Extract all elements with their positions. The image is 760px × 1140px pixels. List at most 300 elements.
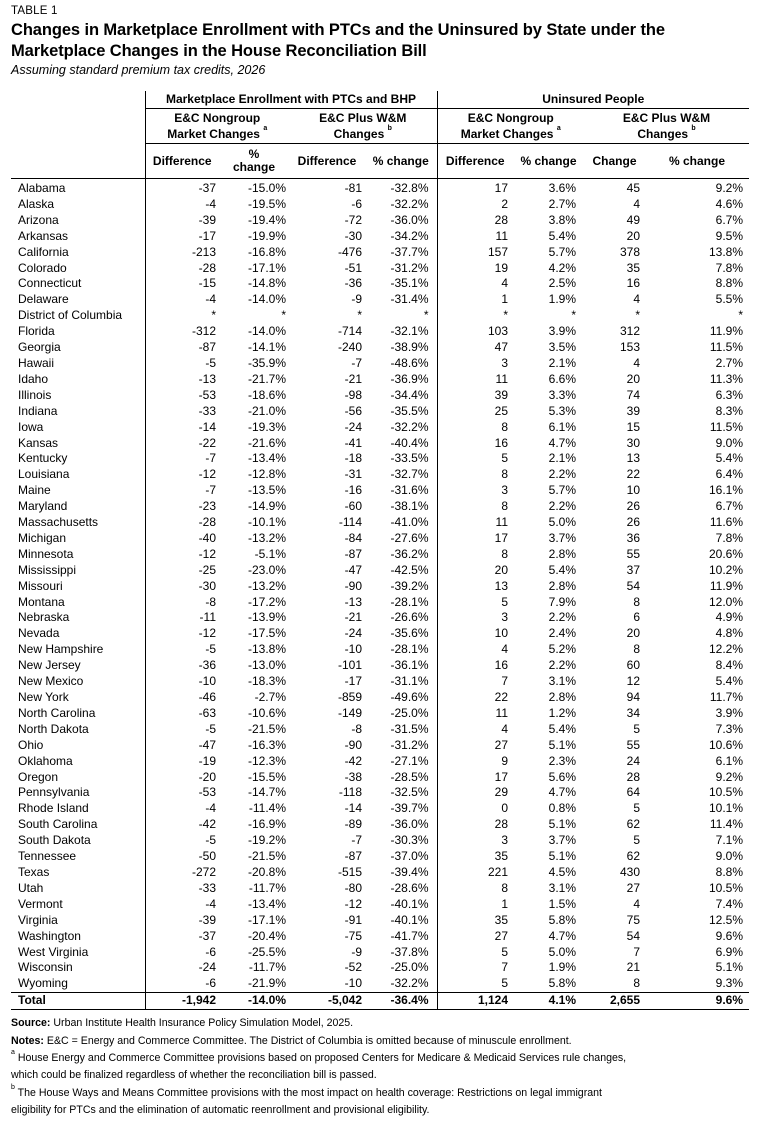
notes-text: E&C = Energy and Commerce Committee. The District of Columbia is omitted because of minuscule enrollment. [43, 1034, 572, 1047]
cell-ec-nongroup-pct-change: -21.0% [247, 403, 286, 418]
cell-uninsured-ec-plus-pct-change: 12.2% [709, 642, 744, 657]
cell-state: Utah [18, 880, 44, 895]
cell-ec-plus-difference: -9 [351, 944, 362, 959]
general-note [11, 1033, 749, 1050]
cell-uninsured-ec-nongroup-pct-change: 4.7% [548, 435, 576, 450]
table-row [11, 801, 749, 817]
cell-ec-nongroup-pct-change: -2.7% [254, 690, 286, 704]
cell-ec-plus-pct-change: -31.2% [390, 737, 429, 752]
cell-uninsured-ec-plus-pct-change: 9.3% [715, 976, 744, 991]
cell-state: Indiana [18, 403, 58, 418]
cell-uninsured-ec-nongroup-pct-change: 1.5% [548, 896, 576, 911]
cell-ec-nongroup-pct-change: -17.1% [247, 260, 286, 275]
cell-ec-plus-difference: -476 [337, 244, 362, 259]
cell-uninsured-ec-plus-change: 5 [633, 801, 640, 816]
cell-ec-nongroup-difference: -33 [145, 404, 219, 420]
footnote-mark: b [11, 1083, 15, 1091]
cell-uninsured-ec-nongroup-pct-change: 3.1% [548, 674, 576, 689]
cell-uninsured-ec-nongroup-pct-change: 5.7% [548, 483, 576, 498]
cell-ec-plus-pct-change: -41.7% [390, 928, 429, 943]
data-table [11, 91, 749, 1010]
cell-ec-nongroup-difference: -15 [145, 276, 219, 292]
cell-ec-nongroup-pct-change: -14.8% [247, 276, 286, 291]
cell-state: Maine [18, 483, 51, 498]
table-row [11, 738, 749, 754]
cell-uninsured-ec-nongroup-difference: 157 [437, 245, 513, 261]
cell-ec-plus-difference: -42 [344, 753, 362, 768]
cell-uninsured-ec-nongroup-pct-change: 4.1% [513, 993, 584, 1010]
table-row [11, 420, 749, 436]
cell-uninsured-ec-plus-change: 153 [619, 340, 640, 355]
cell-uninsured-ec-nongroup-pct-change: 2.1% [548, 355, 576, 370]
cell-ec-plus-pct-change: -40.4% [390, 435, 429, 450]
cell-ec-plus-pct-change: -42.5% [390, 562, 429, 577]
cell-ec-plus-pct-change: -41.0% [390, 515, 429, 530]
cell-state: Total [11, 993, 145, 1010]
cell-state: Alabama [18, 181, 66, 195]
cell-uninsured-ec-plus-pct-change: 8.8% [715, 276, 744, 291]
table-row [11, 770, 749, 786]
cell-state: Georgia [18, 340, 61, 355]
cell-ec-plus-difference: -80 [344, 880, 362, 895]
cell-ec-plus-difference: -89 [344, 817, 362, 832]
cell-uninsured-ec-nongroup-difference: 3 [437, 833, 513, 849]
cell-uninsured-ec-plus-pct-change: 4.8% [715, 626, 744, 641]
cell-uninsured-ec-plus-change: 4 [633, 292, 640, 307]
cell-uninsured-ec-plus-change: 35 [626, 260, 640, 275]
cell-ec-nongroup-difference: -7 [145, 483, 219, 499]
cell-ec-nongroup-difference: -53 [145, 785, 219, 801]
cell-ec-plus-difference: -24 [344, 419, 362, 434]
cell-ec-plus-difference: -10 [344, 976, 362, 991]
cell-ec-nongroup-difference: -20 [145, 770, 219, 786]
cell-ec-nongroup-pct-change: -21.6% [247, 435, 286, 450]
cell-uninsured-ec-nongroup-difference: 4 [437, 642, 513, 658]
cell-uninsured-ec-plus-change: 13 [626, 451, 640, 466]
table-row [11, 976, 749, 992]
cell-ec-plus-difference: -9 [351, 292, 362, 307]
cell-ec-nongroup-difference: -25 [145, 563, 219, 579]
cell-uninsured-ec-nongroup-difference: 2 [437, 197, 513, 213]
cell-ec-nongroup-difference: -46 [145, 690, 219, 706]
cell-state: Maryland [18, 499, 68, 514]
cell-ec-plus-pct-change: -35.5% [390, 403, 429, 418]
cell-ec-plus-pct-change: -38.1% [390, 499, 429, 514]
cell-ec-plus-pct-change: -28.1% [390, 594, 429, 609]
cell-ec-plus-difference: -21 [344, 371, 362, 386]
cell-uninsured-ec-plus-pct-change: 6.4% [715, 467, 744, 482]
cell-ec-nongroup-pct-change: -14.7% [247, 785, 286, 800]
cell-state: Tennessee [18, 849, 77, 864]
table-row [11, 179, 749, 197]
cell-ec-plus-difference: -17 [344, 674, 362, 689]
cell-uninsured-ec-plus-change: 26 [626, 499, 640, 514]
cell-uninsured-ec-nongroup-difference: 5 [437, 451, 513, 467]
table-row [11, 436, 749, 452]
cell-uninsured-ec-nongroup-difference: 0 [437, 801, 513, 817]
cell-ec-nongroup-pct-change: -14.0% [247, 324, 286, 339]
cell-ec-nongroup-difference: -4 [145, 197, 219, 213]
cell-uninsured-ec-plus-change: 75 [626, 912, 640, 927]
cell-uninsured-ec-plus-change: 36 [626, 530, 640, 545]
cell-ec-nongroup-difference: -12 [145, 547, 219, 563]
table-row [11, 785, 749, 801]
cell-ec-nongroup-difference: * [145, 308, 219, 324]
cell-ec-nongroup-pct-change: -11.4% [248, 801, 286, 816]
cell-ec-nongroup-difference: -14 [145, 420, 219, 436]
cell-uninsured-ec-plus-pct-change: 6.9% [715, 944, 744, 959]
group-header-marketplace: Marketplace Enrollment with PTCs and BHP [145, 91, 437, 109]
cell-ec-nongroup-pct-change: -21.5% [247, 849, 286, 864]
cell-uninsured-ec-nongroup-difference: 5 [437, 945, 513, 961]
subheader-ec-nongroup [145, 109, 289, 144]
cell-state: North Carolina [18, 705, 96, 720]
cell-ec-nongroup-pct-change: -10.6% [247, 705, 286, 720]
cell-uninsured-ec-plus-pct-change: 10.6% [709, 737, 744, 752]
cell-uninsured-ec-plus-pct-change: 12.5% [709, 912, 744, 927]
cell-uninsured-ec-plus-pct-change: 7.3% [715, 721, 744, 736]
table-row [11, 547, 749, 563]
cell-ec-plus-difference: -31 [344, 467, 362, 482]
cell-ec-nongroup-pct-change: -12.3% [247, 753, 286, 768]
subheader-ec-plus-wm [289, 109, 437, 144]
cell-ec-nongroup-pct-change: -13.8% [247, 642, 286, 657]
cell-uninsured-ec-nongroup-difference: 4 [437, 276, 513, 292]
cell-uninsured-ec-plus-pct-change: 20.6% [709, 546, 744, 561]
footnote-mark: b [387, 125, 392, 132]
cell-uninsured-ec-nongroup-difference: 221 [437, 865, 513, 881]
cell-uninsured-ec-nongroup-difference: 28 [437, 213, 513, 229]
cell-uninsured-ec-nongroup-difference: 3 [437, 483, 513, 499]
cell-uninsured-ec-nongroup-pct-change: * [571, 308, 576, 323]
cell-state: Vermont [18, 896, 63, 911]
cell-uninsured-ec-nongroup-difference: 4 [437, 722, 513, 738]
table-row [11, 610, 749, 626]
cell-uninsured-ec-nongroup-pct-change: 3.7% [548, 833, 576, 848]
cell-state: West Virginia [18, 944, 89, 959]
cell-ec-nongroup-pct-change: -23.0% [247, 562, 286, 577]
cell-uninsured-ec-plus-change: 54 [626, 578, 640, 593]
cell-ec-plus-pct-change: -32.2% [390, 196, 429, 211]
cell-state: Oregon [18, 769, 59, 784]
cell-uninsured-ec-plus-change: 20 [626, 228, 640, 243]
cell-uninsured-ec-plus-change: 45 [626, 181, 640, 195]
table-row [11, 929, 749, 945]
cell-uninsured-ec-nongroup-difference: 7 [437, 674, 513, 690]
cell-state: Pennsylvania [18, 785, 90, 800]
cell-ec-plus-difference: -30 [344, 228, 362, 243]
cell-ec-nongroup-difference: -13 [145, 372, 219, 388]
cell-ec-plus-pct-change: -38.9% [390, 340, 429, 355]
cell-ec-plus-pct-change: -39.4% [390, 864, 429, 879]
cell-ec-plus-pct-change: -39.7% [390, 801, 429, 816]
cell-state: North Dakota [18, 721, 89, 736]
cell-uninsured-ec-nongroup-difference: 1 [437, 292, 513, 308]
cell-uninsured-ec-plus-pct-change: 6.1% [715, 753, 744, 768]
cell-ec-nongroup-pct-change: -14.0% [247, 292, 286, 307]
cell-uninsured-ec-nongroup-difference: 3 [437, 356, 513, 372]
cell-ec-plus-difference: -10 [344, 642, 362, 657]
cell-ec-nongroup-pct-change: -18.3% [247, 674, 286, 689]
cell-uninsured-ec-nongroup-difference: 1 [437, 897, 513, 913]
cell-uninsured-ec-nongroup-pct-change: 5.4% [548, 228, 576, 243]
cell-uninsured-ec-nongroup-pct-change: 2.8% [548, 578, 576, 593]
cell-state: Alaska [18, 196, 55, 211]
cell-ec-nongroup-difference: -23 [145, 499, 219, 515]
cell-uninsured-ec-plus-change: 8 [633, 594, 640, 609]
cell-uninsured-ec-nongroup-pct-change: 2.4% [548, 626, 576, 641]
cell-uninsured-ec-plus-change: 312 [619, 324, 640, 339]
cell-ec-plus-difference: -72 [344, 212, 362, 227]
subheader-line: E&C Nongroup [174, 111, 261, 125]
cell-state: Michigan [18, 530, 67, 545]
header-empty [11, 109, 145, 144]
table-row [11, 897, 749, 913]
footnote-mark: a [11, 1048, 15, 1056]
cell-ec-nongroup-difference: -5 [145, 833, 219, 849]
cell-uninsured-ec-nongroup-difference: 11 [437, 515, 513, 531]
table-row [11, 483, 749, 499]
cell-ec-nongroup-difference: -4 [145, 292, 219, 308]
footnote-b [11, 1085, 749, 1102]
cell-ec-plus-pct-change: -28.5% [390, 769, 429, 784]
table-row [11, 706, 749, 722]
cell-uninsured-ec-nongroup-difference: 27 [437, 929, 513, 945]
cell-ec-nongroup-pct-change: -35.9% [247, 355, 286, 370]
cell-ec-nongroup-pct-change: -21.9% [247, 976, 286, 991]
cell-ec-plus-pct-change: -35.1% [390, 276, 429, 291]
table-row [11, 658, 749, 674]
cell-uninsured-ec-plus-change: 20 [626, 626, 640, 641]
cell-ec-plus-difference: -52 [344, 960, 362, 975]
table-row [11, 674, 749, 690]
cell-ec-nongroup-difference: -37 [145, 179, 219, 197]
cell-uninsured-ec-nongroup-pct-change: 5.0% [548, 515, 576, 530]
cell-uninsured-ec-plus-pct-change: 11.6% [709, 515, 744, 530]
cell-ec-plus-pct-change: -27.1% [390, 753, 429, 768]
cell-ec-nongroup-pct-change: -14.1% [247, 340, 286, 355]
cell-ec-nongroup-difference: -30 [145, 579, 219, 595]
cell-uninsured-ec-plus-change: 430 [619, 864, 640, 879]
cell-ec-nongroup-pct-change: -15.5% [247, 769, 286, 784]
cell-ec-nongroup-difference: -53 [145, 388, 219, 404]
cell-uninsured-ec-nongroup-pct-change: 5.7% [548, 244, 576, 259]
cell-ec-nongroup-difference: -11 [145, 610, 219, 626]
cell-uninsured-ec-nongroup-difference: 17 [437, 531, 513, 547]
cell-uninsured-ec-nongroup-difference: 11 [437, 706, 513, 722]
cell-ec-nongroup-pct-change: -17.5% [247, 626, 286, 641]
cell-ec-plus-pct-change: -31.1% [390, 674, 429, 689]
cell-ec-plus-difference: -16 [344, 483, 362, 498]
cell-uninsured-ec-plus-change: 49 [626, 212, 640, 227]
cell-ec-nongroup-difference: -7 [145, 451, 219, 467]
cell-ec-plus-pct-change: -32.8% [390, 181, 429, 195]
cell-ec-nongroup-pct-change: -19.2% [247, 833, 286, 848]
cell-uninsured-ec-nongroup-pct-change: 2.7% [548, 196, 576, 211]
cell-state: Massachusetts [18, 515, 99, 530]
cell-ec-plus-difference: -24 [344, 626, 362, 641]
cell-ec-nongroup-difference: -33 [145, 881, 219, 897]
cell-uninsured-ec-nongroup-pct-change: 3.3% [548, 387, 576, 402]
cell-ec-plus-pct-change: -28.1% [390, 642, 429, 657]
cell-uninsured-ec-plus-pct-change: 4.9% [715, 610, 744, 625]
subheader-ec-plus-wm-uninsured [584, 109, 749, 144]
footnote-a [11, 1050, 749, 1067]
cell-ec-plus-pct-change: -35.6% [390, 626, 429, 641]
cell-state: Wyoming [18, 976, 68, 991]
cell-ec-nongroup-difference: -17 [145, 229, 219, 245]
cell-ec-nongroup-pct-change: * [281, 308, 286, 323]
cell-state: Nebraska [18, 610, 70, 625]
cell-ec-plus-pct-change: -31.4% [390, 292, 429, 307]
cell-ec-nongroup-pct-change: -25.5% [247, 944, 286, 959]
cell-uninsured-ec-plus-pct-change: 3.9% [715, 705, 744, 720]
cell-uninsured-ec-nongroup-difference: 103 [437, 324, 513, 340]
cell-ec-plus-difference: -98 [344, 387, 362, 402]
cell-uninsured-ec-nongroup-difference: * [437, 308, 513, 324]
cell-ec-plus-difference: -90 [344, 737, 362, 752]
cell-uninsured-ec-nongroup-pct-change: 3.7% [548, 530, 576, 545]
cell-ec-nongroup-difference: -39 [145, 913, 219, 929]
column-header-line: change [232, 160, 275, 174]
cell-ec-plus-pct-change: -36.2% [390, 546, 429, 561]
cell-ec-nongroup-pct-change: -21.7% [247, 371, 286, 386]
cell-ec-plus-difference: -91 [344, 912, 362, 927]
cell-ec-nongroup-pct-change: -15.0% [247, 181, 286, 195]
cell-uninsured-ec-nongroup-difference: 17 [437, 179, 513, 197]
table-row [11, 865, 749, 881]
cell-uninsured-ec-nongroup-difference: 47 [437, 340, 513, 356]
cell-ec-plus-difference: -13 [344, 594, 362, 609]
cell-state: Kentucky [18, 451, 68, 466]
cell-ec-nongroup-pct-change: -19.9% [247, 228, 286, 243]
cell-uninsured-ec-plus-change: 5 [633, 721, 640, 736]
footnote-text: The House Ways and Means Committee provisions with the most impact on health coverage: Restrictions on legal immigrant [14, 1086, 602, 1099]
table-row [11, 595, 749, 611]
cell-uninsured-ec-plus-pct-change: 7.1% [715, 833, 744, 848]
cell-uninsured-ec-plus-change: 37 [626, 562, 640, 577]
cell-uninsured-ec-plus-pct-change: 9.0% [715, 435, 744, 450]
table-container [11, 4, 749, 1120]
cell-state: Wisconsin [18, 960, 73, 975]
cell-uninsured-ec-nongroup-pct-change: 6.6% [548, 371, 576, 386]
cell-ec-plus-difference: -714 [337, 324, 362, 339]
cell-ec-nongroup-difference: -4 [145, 897, 219, 913]
cell-ec-plus-difference: -114 [338, 515, 362, 530]
cell-ec-plus-difference: -240 [337, 340, 362, 355]
cell-ec-plus-difference: -84 [344, 530, 362, 545]
cell-uninsured-ec-nongroup-difference: 25 [437, 404, 513, 420]
cell-uninsured-ec-nongroup-difference: 16 [437, 436, 513, 452]
cell-ec-plus-pct-change: -32.1% [390, 324, 429, 339]
cell-uninsured-ec-plus-pct-change: 12.0% [709, 594, 744, 609]
cell-ec-nongroup-difference: -1,942 [145, 993, 219, 1010]
cell-ec-nongroup-difference: -10 [145, 674, 219, 690]
cell-uninsured-ec-plus-change: 27 [626, 880, 640, 895]
subheader-line: E&C Plus W&M [622, 111, 711, 125]
cell-ec-nongroup-pct-change: -12.8% [247, 467, 286, 482]
cell-ec-plus-difference: -36 [344, 276, 362, 291]
cell-ec-plus-pct-change: -25.0% [390, 960, 429, 975]
table-row [11, 308, 749, 324]
column-header-difference: Difference [437, 144, 513, 179]
cell-ec-plus-pct-change: -34.4% [390, 387, 429, 402]
cell-uninsured-ec-nongroup-difference: 20 [437, 563, 513, 579]
cell-ec-plus-difference: -47 [344, 562, 362, 577]
cell-ec-nongroup-difference: -47 [145, 738, 219, 754]
cell-uninsured-ec-plus-pct-change: 9.0% [715, 849, 744, 864]
cell-uninsured-ec-nongroup-pct-change: 3.8% [548, 212, 576, 227]
cell-uninsured-ec-plus-pct-change: 11.9% [709, 578, 744, 593]
table-row [11, 467, 749, 483]
cell-state: Connecticut [18, 276, 82, 291]
cell-ec-nongroup-difference: -19 [145, 754, 219, 770]
cell-uninsured-ec-plus-change: 20 [626, 371, 640, 386]
cell-ec-plus-pct-change: -26.6% [390, 610, 429, 625]
cell-ec-plus-difference: -87 [344, 546, 362, 561]
cell-uninsured-ec-plus-pct-change: 5.1% [715, 960, 744, 975]
cell-ec-plus-pct-change: -39.2% [390, 578, 429, 593]
cell-uninsured-ec-nongroup-pct-change: 2.2% [548, 467, 576, 482]
cell-uninsured-ec-nongroup-pct-change: 2.1% [548, 451, 576, 466]
cell-ec-plus-pct-change: -40.1% [390, 912, 429, 927]
cell-uninsured-ec-plus-pct-change: 6.3% [715, 387, 744, 402]
cell-uninsured-ec-nongroup-difference: 27 [437, 738, 513, 754]
cell-uninsured-ec-plus-change: 22 [626, 467, 640, 482]
cell-uninsured-ec-plus-pct-change: 8.8% [715, 864, 744, 879]
cell-uninsured-ec-plus-change: * [635, 308, 640, 323]
cell-ec-nongroup-difference: -4 [145, 801, 219, 817]
cell-uninsured-ec-nongroup-difference: 11 [437, 229, 513, 245]
column-header-line: % [248, 147, 260, 161]
cell-uninsured-ec-nongroup-difference: 3 [437, 610, 513, 626]
cell-uninsured-ec-nongroup-pct-change: 2.8% [548, 690, 576, 704]
table-row [11, 945, 749, 961]
cell-ec-plus-difference: -101 [337, 658, 362, 673]
cell-ec-nongroup-pct-change: -13.4% [247, 451, 286, 466]
cell-uninsured-ec-nongroup-pct-change: 3.6% [548, 181, 576, 195]
cell-uninsured-ec-plus-pct-change: 5.4% [715, 451, 744, 466]
cell-ec-plus-pct-change: -36.1% [390, 658, 429, 673]
cell-state: Louisiana [18, 467, 70, 482]
header-empty [11, 91, 145, 109]
cell-uninsured-ec-nongroup-pct-change: 4.5% [548, 864, 576, 879]
cell-uninsured-ec-nongroup-pct-change: 2.2% [548, 658, 576, 673]
cell-uninsured-ec-plus-change: 2,655 [584, 993, 645, 1010]
cell-ec-plus-pct-change: -31.6% [390, 483, 429, 498]
cell-ec-plus-difference: -38 [344, 769, 362, 784]
cell-ec-nongroup-pct-change: -13.0% [247, 658, 286, 673]
cell-state: Ohio [18, 737, 44, 752]
cell-uninsured-ec-plus-pct-change: 11.4% [709, 817, 744, 832]
footnote-mark: b [691, 125, 696, 132]
table-row [11, 372, 749, 388]
cell-uninsured-ec-plus-change: 39 [626, 403, 640, 418]
cell-state: Montana [18, 594, 65, 609]
table-row [11, 340, 749, 356]
cell-ec-plus-pct-change: -49.6% [390, 690, 429, 704]
cell-state: Idaho [18, 371, 49, 386]
cell-uninsured-ec-plus-pct-change: 16.1% [709, 483, 744, 498]
cell-uninsured-ec-nongroup-difference: 8 [437, 499, 513, 515]
cell-ec-nongroup-difference: -40 [145, 531, 219, 547]
source-label: Source: [11, 1017, 51, 1030]
table-row [11, 515, 749, 531]
cell-ec-plus-difference: -75 [344, 928, 362, 943]
cell-ec-nongroup-pct-change: -14.0% [219, 993, 289, 1010]
cell-uninsured-ec-nongroup-difference: 35 [437, 849, 513, 865]
cell-ec-nongroup-difference: -24 [145, 960, 219, 976]
